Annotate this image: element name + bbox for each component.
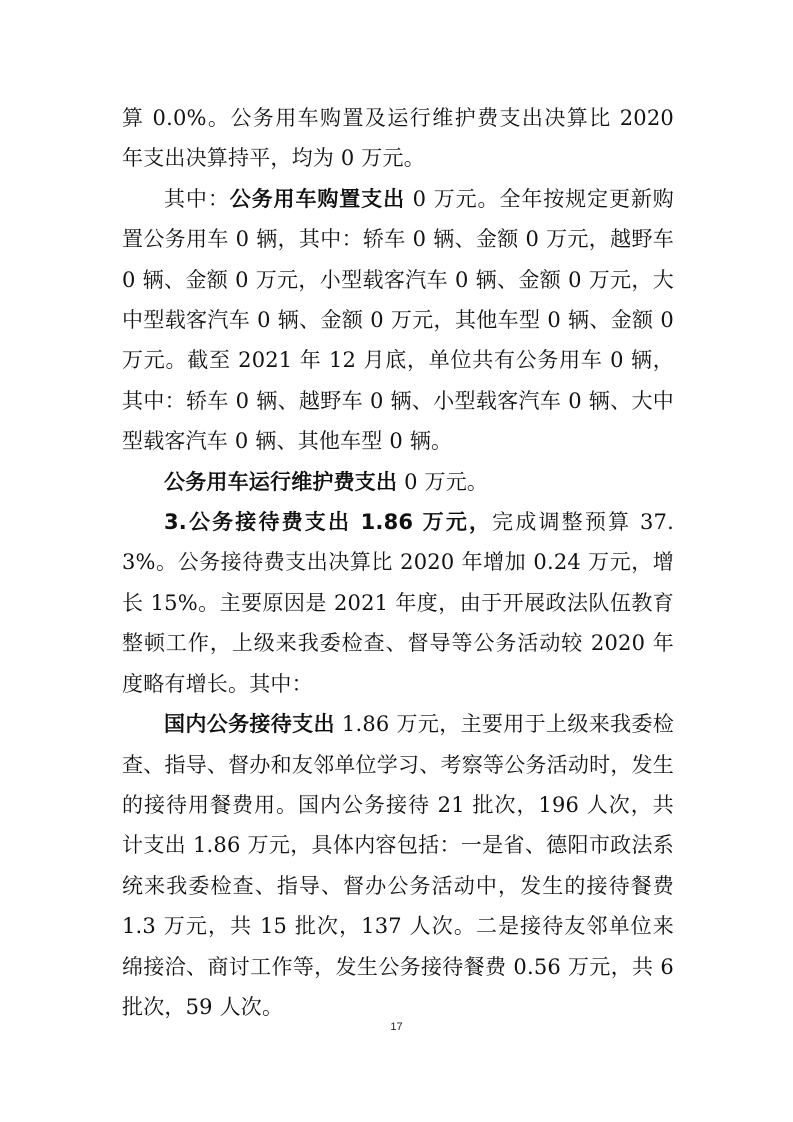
page-number: 17 xyxy=(390,1021,403,1033)
bold-heading-run: 公务用车购置支出 xyxy=(229,186,405,211)
text-run: 算 0.0%。公务用车购置及运行维护费支出决算比 2020 年支出决算持平，均为 0 万元。 xyxy=(122,106,674,171)
text-run: 其中： xyxy=(164,186,230,211)
document-page xyxy=(122,98,674,1027)
bold-heading-run: 国内公务接待支出 xyxy=(164,712,335,737)
text-run: 1.86 万元，主要用于上级来我委检查、指导、督办和友邻单位学习、考察等公务活动时，发生的接待用餐费用。国内公务接待 21 批次，196 人次，共计支出 1.86 万元，具体内容包括：一是省、德阳市政法系统来我委检查、指导、督办公务活动中，发生的接待餐费 1.3 万元，共 15 批次，137 人次。二是接待友邻单位来绵接洽、商讨工作等，发生公务接待餐费 0.56 万元，共 6 批次，59 人次。 xyxy=(122,712,674,1019)
paragraph-vehicle-purchase xyxy=(122,179,674,462)
text-run: 0 万元。全年按规定更新购置公务用车 0 辆，其中：轿车 0 辆、金额 0 万元，越野车 0 辆、金额 0 万元，小型载客汽车 0 辆、金额 0 万元，大中型载客汽车 0 辆、金额 0 万元，其他车型 0 辆、金额 0 万元。截至 2021 年 12 月底，单位共有公务用车 0 辆，其中：轿车 0 辆、越野车 0 辆、小型载客汽车 0 辆、大中型载客汽车 0 辆、其他车型 0 辆。 xyxy=(122,186,674,454)
paragraph-reception-expense xyxy=(122,502,674,704)
bold-heading-run: 3.公务接待费支出 1.86 万元， xyxy=(164,510,493,535)
bold-heading-run: 公务用车运行维护费支出 xyxy=(164,469,398,494)
paragraph-domestic-reception xyxy=(122,704,674,1027)
text-run: 0 万元。 xyxy=(397,469,489,494)
text-run: 完成调整预算 37.3%。公务接待费支出决算比 2020 年增加 0.24 万元，增长 15%。主要原因是 2021 年度，由于开展政法队伍教育整顿工作，上级来我委检查、督导等公务活动较 2020 年度略有增长。其中： xyxy=(122,510,674,696)
paragraph-vehicle-maintenance xyxy=(122,462,674,502)
paragraph-vehicle-summary xyxy=(122,98,674,179)
